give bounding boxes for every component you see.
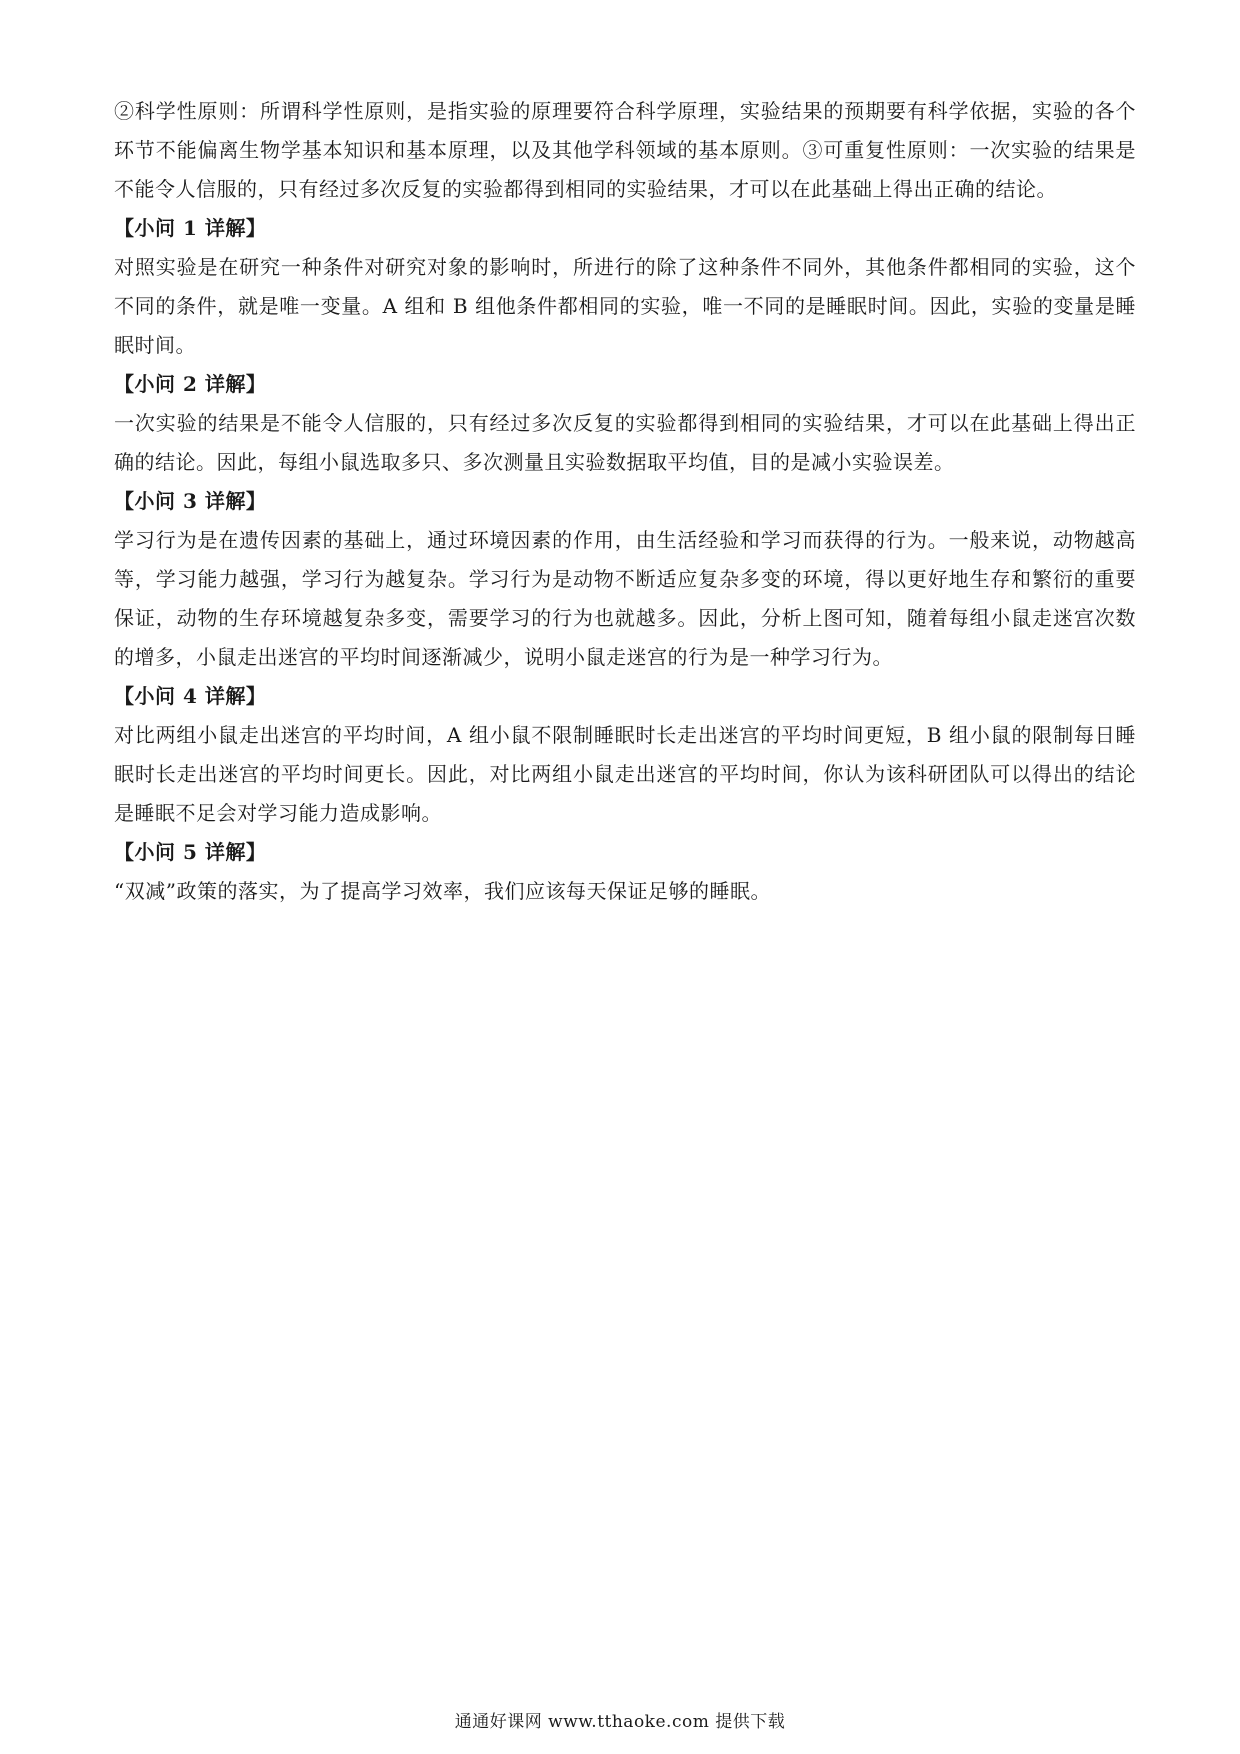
document-page	[114, 92, 1136, 911]
footer-credit: 通通好课网 www.tthaoke.com 提供下载	[454, 1712, 786, 1732]
section-heading-5: 【小问 5 详解】	[114, 840, 267, 864]
section-body-4: 对比两组小鼠走出迷宫的平均时间，A 组小鼠不限制睡眠时长走出迷宫的平均时间更短，B 组小鼠的限制每日睡眠时长走出迷宫的平均时间更长。因此，对比两组小鼠走出迷宫的平均时间，你认为该科研团队可以得出的结论是睡眠不足会对学习能力造成影响。	[114, 723, 1136, 825]
section-body-2: 一次实验的结果是不能令人信服的，只有经过多次反复的实验都得到相同的实验结果，才可以在此基础上得出正确的结论。因此，每组小鼠选取多只、多次测量且实验数据取平均值，目的是减小实验误差。	[114, 411, 1136, 474]
section-body-1: 对照实验是在研究一种条件对研究对象的影响时，所进行的除了这种条件不同外，其他条件都相同的实验，这个不同的条件，就是唯一变量。A 组和 B 组他条件都相同的实验，唯一不同的是睡眠时间。因此，实验的变量是睡眠时间。	[114, 255, 1136, 357]
section-body-3: 学习行为是在遗传因素的基础上，通过环境因素的作用，由生活经验和学习而获得的行为。一般来说，动物越高等，学习能力越强，学习行为越复杂。学习行为是动物不断适应复杂多变的环境，得以更好地生存和繁衍的重要保证，动物的生存环境越复杂多变，需要学习的行为也就越多。因此，分析上图可知，随着每组小鼠走迷宫次数的增多，小鼠走出迷宫的平均时间逐渐减少，说明小鼠走迷宫的行为是一种学习行为。	[114, 528, 1136, 669]
section-heading-1: 【小问 1 详解】	[114, 216, 267, 240]
section-heading-2: 【小问 2 详解】	[114, 372, 267, 396]
section-body-5: “双减”政策的落实，为了提高学习效率，我们应该每天保证足够的睡眠。	[114, 879, 771, 903]
section-heading-4: 【小问 4 详解】	[114, 684, 267, 708]
section-heading-3: 【小问 3 详解】	[114, 489, 267, 513]
intro-paragraph: ②科学性原则：所谓科学性原则，是指实验的原理要符合科学原理，实验结果的预期要有科学依据，实验的各个环节不能偏离生物学基本知识和基本原理，以及其他学科领域的基本原则。③可重复性原则：一次实验的结果是不能令人信服的，只有经过多次反复的实验都得到相同的实验结果，才可以在此基础上得出正确的结论。	[114, 99, 1136, 201]
